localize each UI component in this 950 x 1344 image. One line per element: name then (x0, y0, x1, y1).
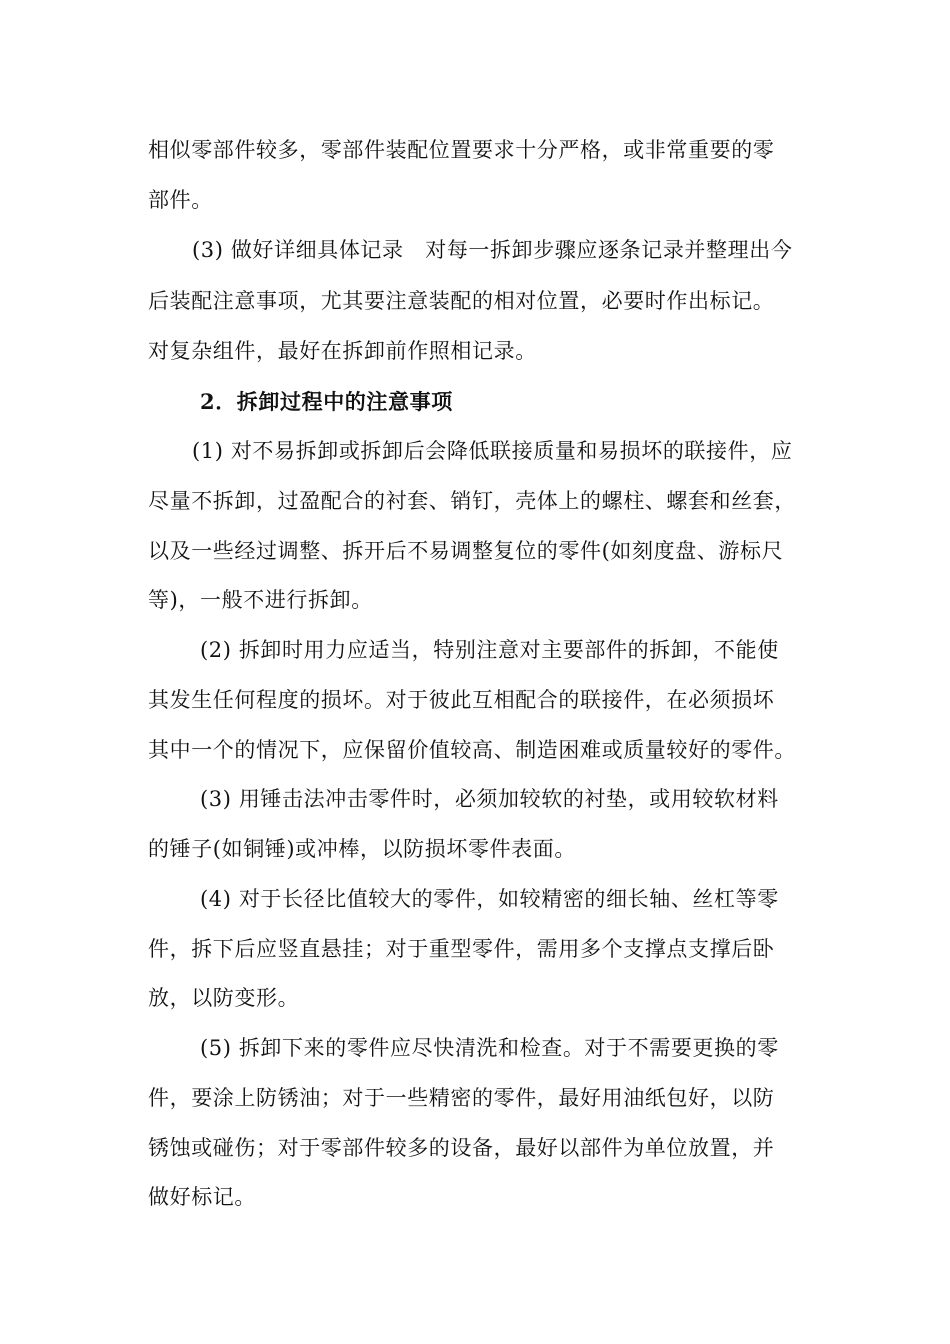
paragraph-line: (2) 拆卸时用力应适当，特别注意对主要部件的拆卸，不能使 (200, 638, 779, 662)
paragraph-line: (3) 做好详细具体记录 对每一拆卸步骤应逐条记录并整理出今 (192, 238, 793, 262)
paragraph-line: 锈蚀或碰伤；对于零部件较多的设备，最好以部件为单位放置，并 (148, 1136, 775, 1160)
paragraph-line: 件，拆下后应竖直悬挂；对于重型零件，需用多个支撑点支撑后卧 (148, 937, 775, 961)
paragraph-line: 放，以防变形。 (148, 986, 300, 1010)
paragraph-line: (3) 用锤击法冲击零件时，必须加较软的衬垫，或用较软材料 (200, 787, 779, 811)
paragraph-line: (1) 对不易拆卸或拆卸后会降低联接质量和易损坏的联接件，应 (192, 439, 793, 463)
paragraph-line: 等)，一般不进行拆卸。 (148, 588, 373, 612)
paragraph-line: 其中一个的情况下，应保留价值较高、制造困难或质量较好的零件。 (148, 738, 796, 762)
paragraph-line: 后装配注意事项，尤其要注意装配的相对位置，必要时作出标记。 (148, 289, 775, 313)
paragraph-line: 件，要涂上防锈油；对于一些精密的零件，最好用油纸包好，以防 (148, 1086, 775, 1110)
paragraph-line: 做好标记。 (148, 1185, 256, 1209)
paragraph-line: 部件。 (148, 188, 213, 212)
paragraph-line: 对复杂组件，最好在拆卸前作照相记录。 (148, 339, 537, 363)
paragraph-line: 以及一些经过调整、拆开后不易调整复位的零件(如刻度盘、游标尺 (148, 539, 784, 563)
paragraph-line: 相似零部件较多，零部件装配位置要求十分严格，或非常重要的零 (148, 138, 775, 162)
paragraph-line: (5) 拆卸下来的零件应尽快清洗和检查。对于不需要更换的零 (200, 1036, 779, 1060)
paragraph-line: (4) 对于长径比值较大的零件，如较精密的细长轴、丝杠等零 (200, 887, 779, 911)
paragraph-line: 尽量不拆卸，过盈配合的衬套、销钉，壳体上的螺柱、螺套和丝套， (148, 489, 796, 513)
section-heading: 2．拆卸过程中的注意事项 (200, 389, 453, 414)
paragraph-line: 其发生任何程度的损坏。对于彼此互相配合的联接件，在必须损坏 (148, 688, 775, 712)
paragraph-line: 的锤子(如铜锤)或冲棒，以防损坏零件表面。 (148, 837, 576, 861)
